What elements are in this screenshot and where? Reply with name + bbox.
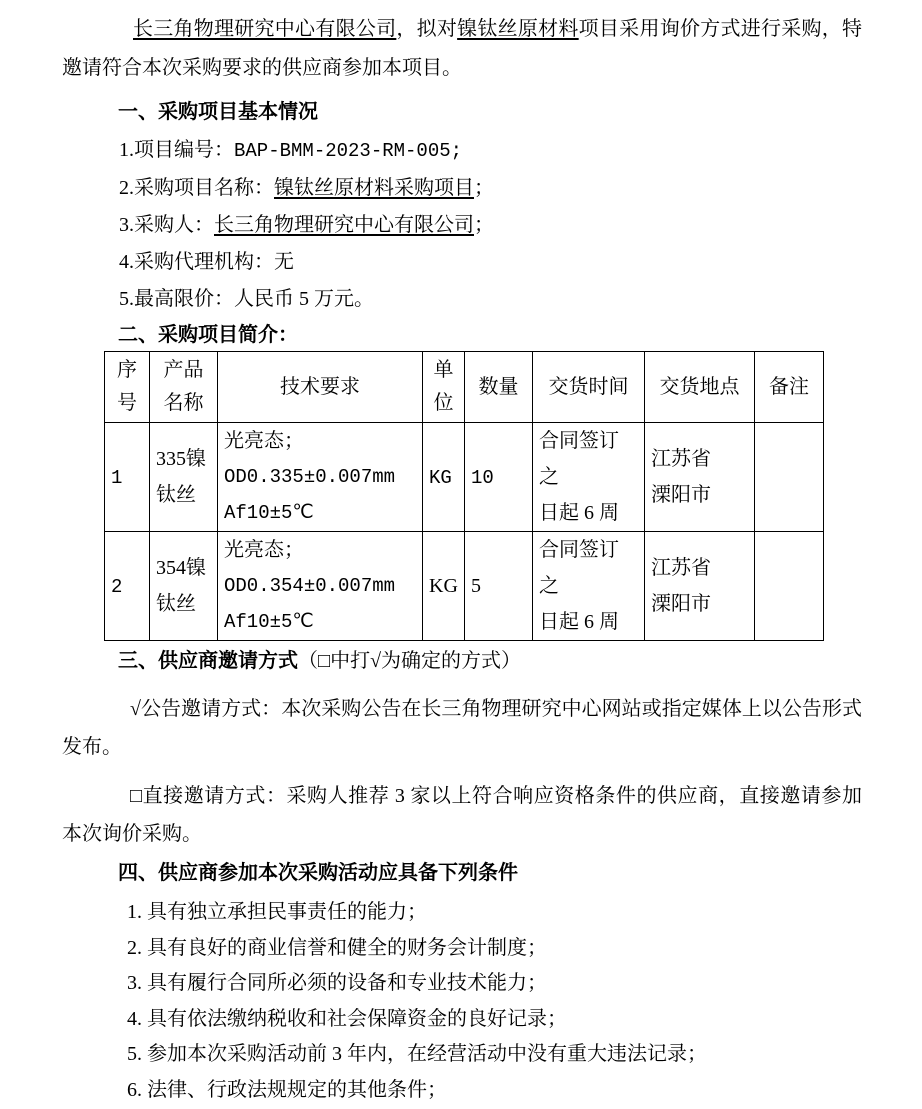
cell-product-name [150,423,218,532]
delivery-time-line-1: 合同签订之 [539,539,619,597]
quantity-value: 10 [471,466,494,489]
header-serial-number: 序号 [105,352,150,423]
list-item-purchaser [119,207,862,244]
cell-remarks [755,532,824,641]
tech-line-3: Af10±5℃ [224,502,314,524]
cell-technical-requirements [218,532,423,641]
table-row [105,423,824,532]
list-item-project-number [119,132,862,170]
tech-line-3: Af10±5℃ [224,611,314,633]
header-product-name: 产品名称 [150,352,218,423]
cell-remarks [755,423,824,532]
cell-serial-number [105,532,150,641]
section-1-heading: 一、采购项目基本情况 [118,101,318,123]
project-number-label: 1.项目编号： [119,139,234,161]
section-4-heading: 四、供应商参加本次采购活动应具备下列条件 [118,862,518,884]
header-remarks: 备注 [755,352,824,423]
condition-item-1: 1. 具有独立承担民事责任的能力； [127,901,427,923]
delivery-time-line-2: 日起 6 周 [539,611,619,633]
section-2-heading: 二、采购项目简介： [118,324,298,346]
unit-value: KG [429,574,458,597]
cell-delivery-time [533,532,645,641]
purchaser-label: 3.采购人： [119,214,214,236]
intro-rest-text: 项目采用询价方式进行采购，特邀请符合本次采购要求的供应商参加本项目。 [62,18,863,79]
section-4-list [62,895,862,1109]
procurement-items-table [104,351,824,641]
section-3-heading-bold: 三、供应商邀请方式 [118,650,298,672]
cell-unit [423,423,465,532]
project-name-label: 2.采购项目名称： [119,177,274,199]
delivery-time-line-1: 合同签订之 [539,430,619,488]
delivery-time-line-2: 日起 6 周 [539,502,619,524]
cell-quantity [465,423,533,532]
cell-unit [423,532,465,641]
condition-item-2: 2. 具有良好的商业信誉和健全的财务会计制度； [127,936,547,959]
condition-item-3: 3. 具有履行合同所必须的设备和专业技术能力； [127,972,547,995]
unit-value: KG [429,466,452,489]
intro-mid-text: ，拟对 [396,18,458,40]
header-delivery-time: 交货时间 [533,352,645,423]
header-technical-requirements: 技术要求 [218,352,423,423]
tech-line-2: OD0.354±0.007mm [224,575,396,597]
table-row [105,532,824,641]
list-item-project-name [119,170,862,207]
section-3-heading [118,649,862,673]
serial-number-value: 2 [111,575,123,598]
list-item-price-limit: 5.最高限价：人民币 5 万元。 [119,288,374,310]
delivery-place-line-2: 溧阳市 [651,593,711,615]
header-quantity: 数量 [465,352,533,423]
project-name-value-underlined: 镍钛丝原材料采购项目 [274,177,474,199]
purchaser-value-underlined: 长三角物理研究中心有限公司 [214,214,474,236]
material-name-underlined: 镍钛丝原材料 [457,18,579,40]
project-number-value: BAP-BMM-2023-RM-005; [234,140,463,162]
serial-number-value: 1 [111,466,123,489]
cell-delivery-place [645,423,755,532]
header-unit: 单位 [423,352,465,423]
tech-line-1: 光亮态； [224,430,304,452]
cell-delivery-time [533,423,645,532]
table-header-row [105,352,824,423]
buyer-name-underlined: 长三角物理研究中心有限公司 [133,18,397,40]
condition-item-5: 5. 参加本次采购活动前 3 年内，在经营活动中没有重大违法记录； [127,1043,707,1066]
cell-product-name [150,532,218,641]
tech-line-2: OD0.335±0.007mm [224,466,396,488]
cell-technical-requirements [218,423,423,532]
section-1-list [62,132,862,318]
delivery-place-line-1: 江苏省 [651,557,711,579]
delivery-place-line-2: 溧阳市 [651,484,711,506]
tech-line-1: 光亮态； [224,539,304,561]
intro-paragraph [62,10,862,88]
section-3-heading-note: （□中打√为确定的方式） [298,650,522,672]
product-name-value: 354镍钛丝 [156,557,206,615]
quantity-value: 5 [471,574,481,597]
direct-invitation-paragraph: □直接邀请方式：采购人推荐 3 家以上符合响应资格条件的供应商，直接邀请参加本次询价采购。 [62,785,862,845]
list-item-agency: 4.采购代理机构：无 [119,251,294,273]
cell-serial-number [105,423,150,532]
purchaser-end: ； [474,214,494,236]
condition-item-4: 4. 具有依法缴纳税收和社会保障资金的良好记录； [127,1007,567,1030]
header-delivery-place: 交货地点 [645,352,755,423]
product-name-value: 335镍钛丝 [156,448,206,506]
announcement-invitation-paragraph: √公告邀请方式：本次采购公告在长三角物理研究中心网站或指定媒体上以公告形式发布。 [62,698,862,758]
cell-delivery-place [645,532,755,641]
condition-item-6: 6. 法律、行政法规规定的其他条件； [127,1078,447,1101]
project-name-end: ； [474,177,494,199]
cell-quantity [465,532,533,641]
delivery-place-line-1: 江苏省 [651,448,711,470]
